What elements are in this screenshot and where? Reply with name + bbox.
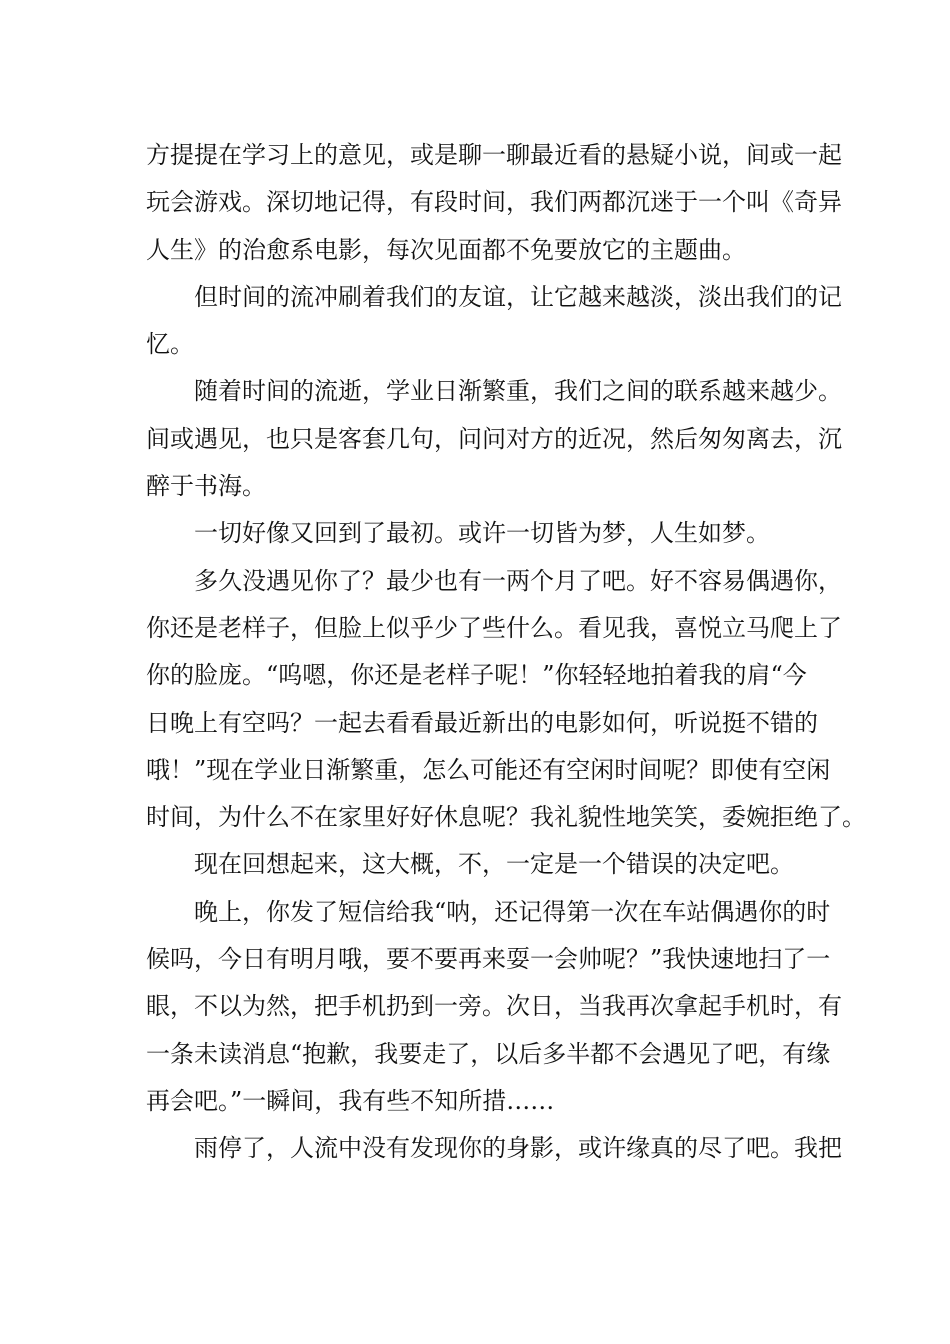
text-line: 玩会游戏。深切地记得，有段时间，我们两都沉迷于一个叫《奇异 [146,188,842,217]
text-line: 现在回想起来，这大概，不，一定是一个错误的决定吧。 [194,850,794,879]
text-line: 多久没遇见你了？最少也有一两个月了吧。好不容易偶遇你， [194,566,842,595]
document-body [146,132,866,1173]
text-line: 醉于书海。 [146,472,266,501]
text-line: 一切好像又回到了最初。或许一切皆为梦，人生如梦。 [194,519,770,548]
text-line: 忆。 [146,330,194,359]
paragraph [146,132,842,274]
text-line: 你还是老样子，但脸上似乎少了些什么。看见我，喜悦立马爬上了 [146,613,842,642]
text-line: 候吗，今日有明月哦，要不要再来耍一会帅呢？”我快速地扫了一 [146,945,831,974]
paragraph [146,1125,842,1172]
text-line: 眼，不以为然，把手机扔到一旁。次日，当我再次拿起手机时，有 [146,992,842,1021]
text-line: 雨停了，人流中没有发现你的身影，或许缘真的尽了吧。我把 [194,1134,842,1163]
text-line: 晚上，你发了短信给我“呐，还记得第一次在车站偶遇你的时 [194,897,831,926]
text-line: 哦！”现在学业日渐繁重，怎么可能还有空闲时间呢？即使有空闲 [146,755,831,784]
text-line: 随着时间的流逝，学业日渐繁重，我们之间的联系越来越少。 [194,377,842,406]
text-line: 你的脸庞。“呜嗯，你还是老样子呢！”你轻轻地拍着我的肩“今 [146,661,807,690]
text-line: 一条未读消息“抱歉，我要走了，以后多半都不会遇见了吧，有缘 [146,1039,831,1068]
paragraph [146,274,842,369]
paragraph [146,841,806,888]
paragraph [146,558,866,842]
paragraph [146,368,842,510]
paragraph [146,510,806,557]
text-line: 再会吧。”一瞬间，我有些不知所措…… [146,1086,555,1115]
text-line: 时间，为什么不在家里好好休息呢？我礼貌性地笑笑，委婉拒绝了。 [146,803,866,832]
text-line: 方提提在学习上的意见，或是聊一聊最近看的悬疑小说，间或一起 [146,141,842,169]
text-line: 但时间的流冲刷着我们的友谊，让它越来越淡，淡出我们的记 [194,282,842,311]
paragraph [146,889,842,1125]
text-line: 人生》的治愈系电影，每次见面都不免要放它的主题曲。 [146,235,746,264]
text-line: 间或遇见，也只是客套几句，问问对方的近况，然后匆匆离去，沉 [146,424,842,453]
text-line: 日晚上有空吗？一起去看看最近新出的电影如何，听说挺不错的 [146,708,818,737]
